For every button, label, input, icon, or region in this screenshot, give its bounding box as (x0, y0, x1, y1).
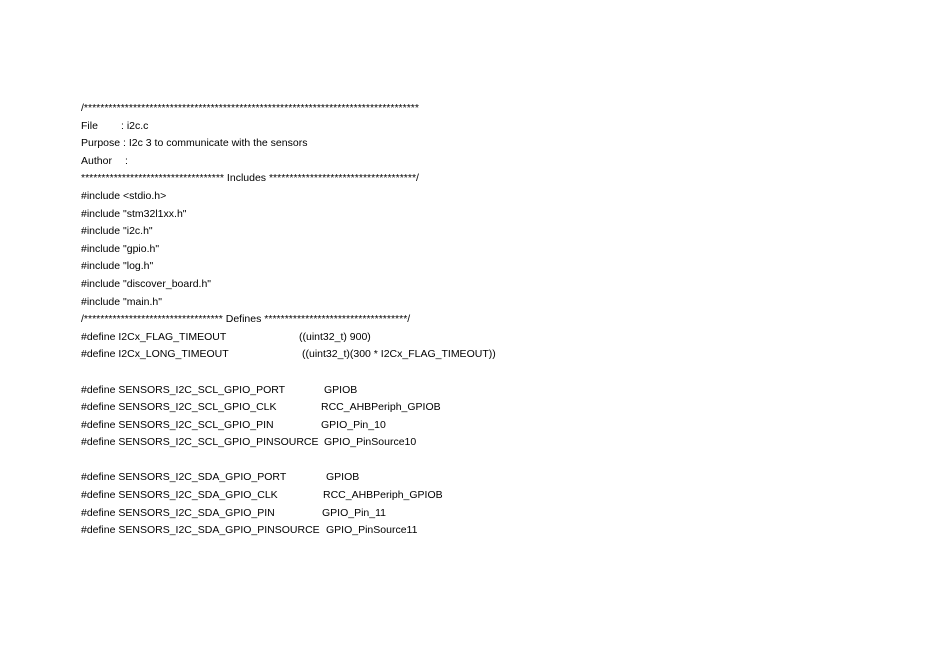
author-label: Author (81, 154, 112, 167)
define-value: GPIO_PinSource11 (326, 524, 418, 537)
code-line (81, 469, 921, 487)
define-value: GPIO_Pin_11 (322, 506, 387, 519)
code-line (81, 487, 921, 505)
include-line: #include <stdio.h> (81, 189, 167, 202)
code-line (81, 505, 921, 523)
define-name: #define SENSORS_I2C_SCL_GPIO_CLK (81, 401, 277, 414)
author-value: : (125, 154, 128, 167)
code-line (81, 241, 921, 259)
code-line (81, 276, 921, 294)
code-line (81, 329, 921, 347)
code-line (81, 382, 921, 400)
define-value: RCC_AHBPeriph_GPIOB (323, 489, 443, 502)
code-line (81, 170, 921, 188)
code-line (81, 346, 921, 364)
code-line (81, 399, 921, 417)
include-line: #include "stm32l1xx.h" (81, 207, 187, 220)
blank-line (81, 364, 921, 382)
purpose-text: Purpose : I2c 3 to communicate with the sensors (81, 137, 308, 150)
code-line (81, 135, 921, 153)
include-line: #include "gpio.h" (81, 242, 160, 255)
code-line (81, 188, 921, 206)
include-line: #include "i2c.h" (81, 225, 153, 238)
define-value: ((uint32_t)(300 * I2Cx_FLAG_TIMEOUT)) (302, 348, 496, 361)
file-label: File (81, 119, 98, 132)
code-line (81, 522, 921, 540)
code-line (81, 434, 921, 452)
code-line (81, 118, 921, 136)
define-name: #define I2Cx_FLAG_TIMEOUT (81, 330, 227, 343)
code-line (81, 153, 921, 171)
define-name: #define SENSORS_I2C_SCL_GPIO_PIN (81, 418, 274, 431)
define-name: #define I2Cx_LONG_TIMEOUT (81, 348, 229, 361)
code-line (81, 206, 921, 224)
include-line: #include "log.h" (81, 260, 154, 273)
code-line (81, 417, 921, 435)
define-name: #define SENSORS_I2C_SDA_GPIO_PIN (81, 506, 275, 519)
define-value: GPIO_PinSource10 (324, 436, 417, 449)
blank-line (81, 452, 921, 470)
code-line (81, 223, 921, 241)
code-line (81, 100, 921, 118)
banner-top: /********************************************************************************** (81, 102, 419, 114)
code-listing (81, 100, 921, 540)
includes-banner: *********************************** Includes ************************************/ (81, 172, 419, 185)
defines-banner: /********************************** Defines ***********************************/ (81, 313, 411, 326)
file-value: : i2c.c (121, 119, 149, 132)
define-name: #define SENSORS_I2C_SDA_GPIO_CLK (81, 489, 278, 502)
include-line: #include "main.h" (81, 295, 163, 308)
code-line (81, 294, 921, 312)
code-line (81, 258, 921, 276)
define-name: #define SENSORS_I2C_SCL_GPIO_PINSOURCE (81, 436, 319, 449)
code-line (81, 311, 921, 329)
define-name: #define SENSORS_I2C_SDA_GPIO_PORT (81, 471, 287, 484)
define-value: ((uint32_t) 900) (299, 330, 371, 343)
define-name: #define SENSORS_I2C_SDA_GPIO_PINSOURCE (81, 524, 320, 537)
define-value: GPIO_Pin_10 (321, 418, 386, 431)
define-name: #define SENSORS_I2C_SCL_GPIO_PORT (81, 383, 286, 396)
define-value: GPIOB (326, 471, 360, 484)
define-value: GPIOB (324, 383, 358, 396)
include-line: #include "discover_board.h" (81, 277, 212, 290)
define-value: RCC_AHBPeriph_GPIOB (321, 401, 441, 414)
